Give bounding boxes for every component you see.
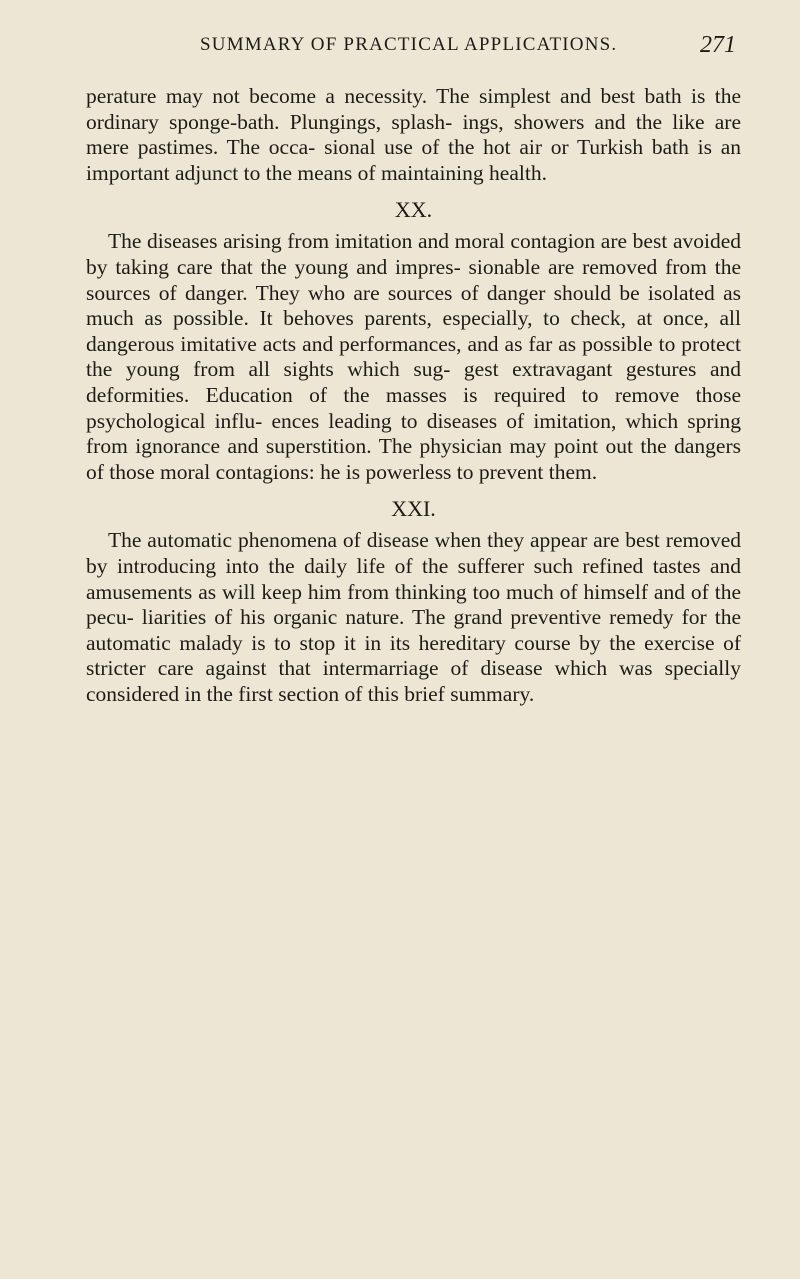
intro-paragraph: perature may not become a necessity. The simplest and best bath is the ordinary sponge-bath. Plungings, splash- ings, showers and the like are mere pastimes. The occa- sional use of the hot air or Turkish bath is an important adjunct to the means of maintaining health. [86, 84, 741, 185]
section-heading-xx: XX. [394, 197, 433, 223]
running-title: SUMMARY OF PRACTICAL APPLICATIONS. [200, 34, 618, 55]
section-xxi-paragraph: The automatic phenomena of disease when they appear are best removed by introducing into the daily life of the sufferer such refined tastes and amusements as will keep him from thinking too much of himself and of the pecu- liarities of his organic nature. The grand preventive remedy for the automatic malady is to stop it in its hereditary course by the exercise of stricter care against that intermarriage of disease which was specially considered in the first section of this brief summary. [86, 528, 741, 706]
running-head [200, 34, 760, 64]
section-heading-xxi: XXI. [391, 496, 436, 522]
section-xx-paragraph: The diseases arising from imitation and moral contagion are best avoided by taking care that the young and impres- sionable are removed from the sources of danger. They who are sources of danger should be isolated as much as possible. It behoves parents, especially, to check, at once, all dangerous imitative acts and performances, and as far as possible to protect the young from all sights which sug- gest extravagant gestures and deformities. Education of the masses is required to remove those psychological influ- ences leading to diseases of imitation, which spring from ignorance and superstition. The physician may point out the dangers of those moral contagions: he is powerless to prevent them. [86, 229, 741, 484]
main-text [86, 84, 741, 707]
page-number: 271 [700, 32, 736, 58]
